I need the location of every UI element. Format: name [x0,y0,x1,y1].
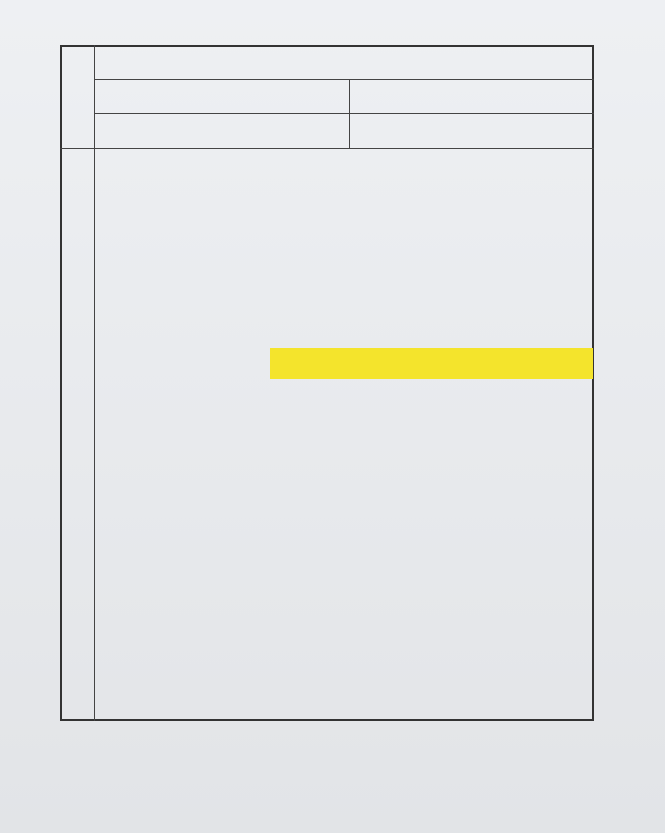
schedule-table [60,45,594,721]
grid-line [60,148,594,149]
grid-line [94,79,594,80]
grid-line [349,79,350,148]
aquarobic-highlight [270,348,593,379]
grid-line [94,45,95,721]
grid-line [94,113,594,114]
